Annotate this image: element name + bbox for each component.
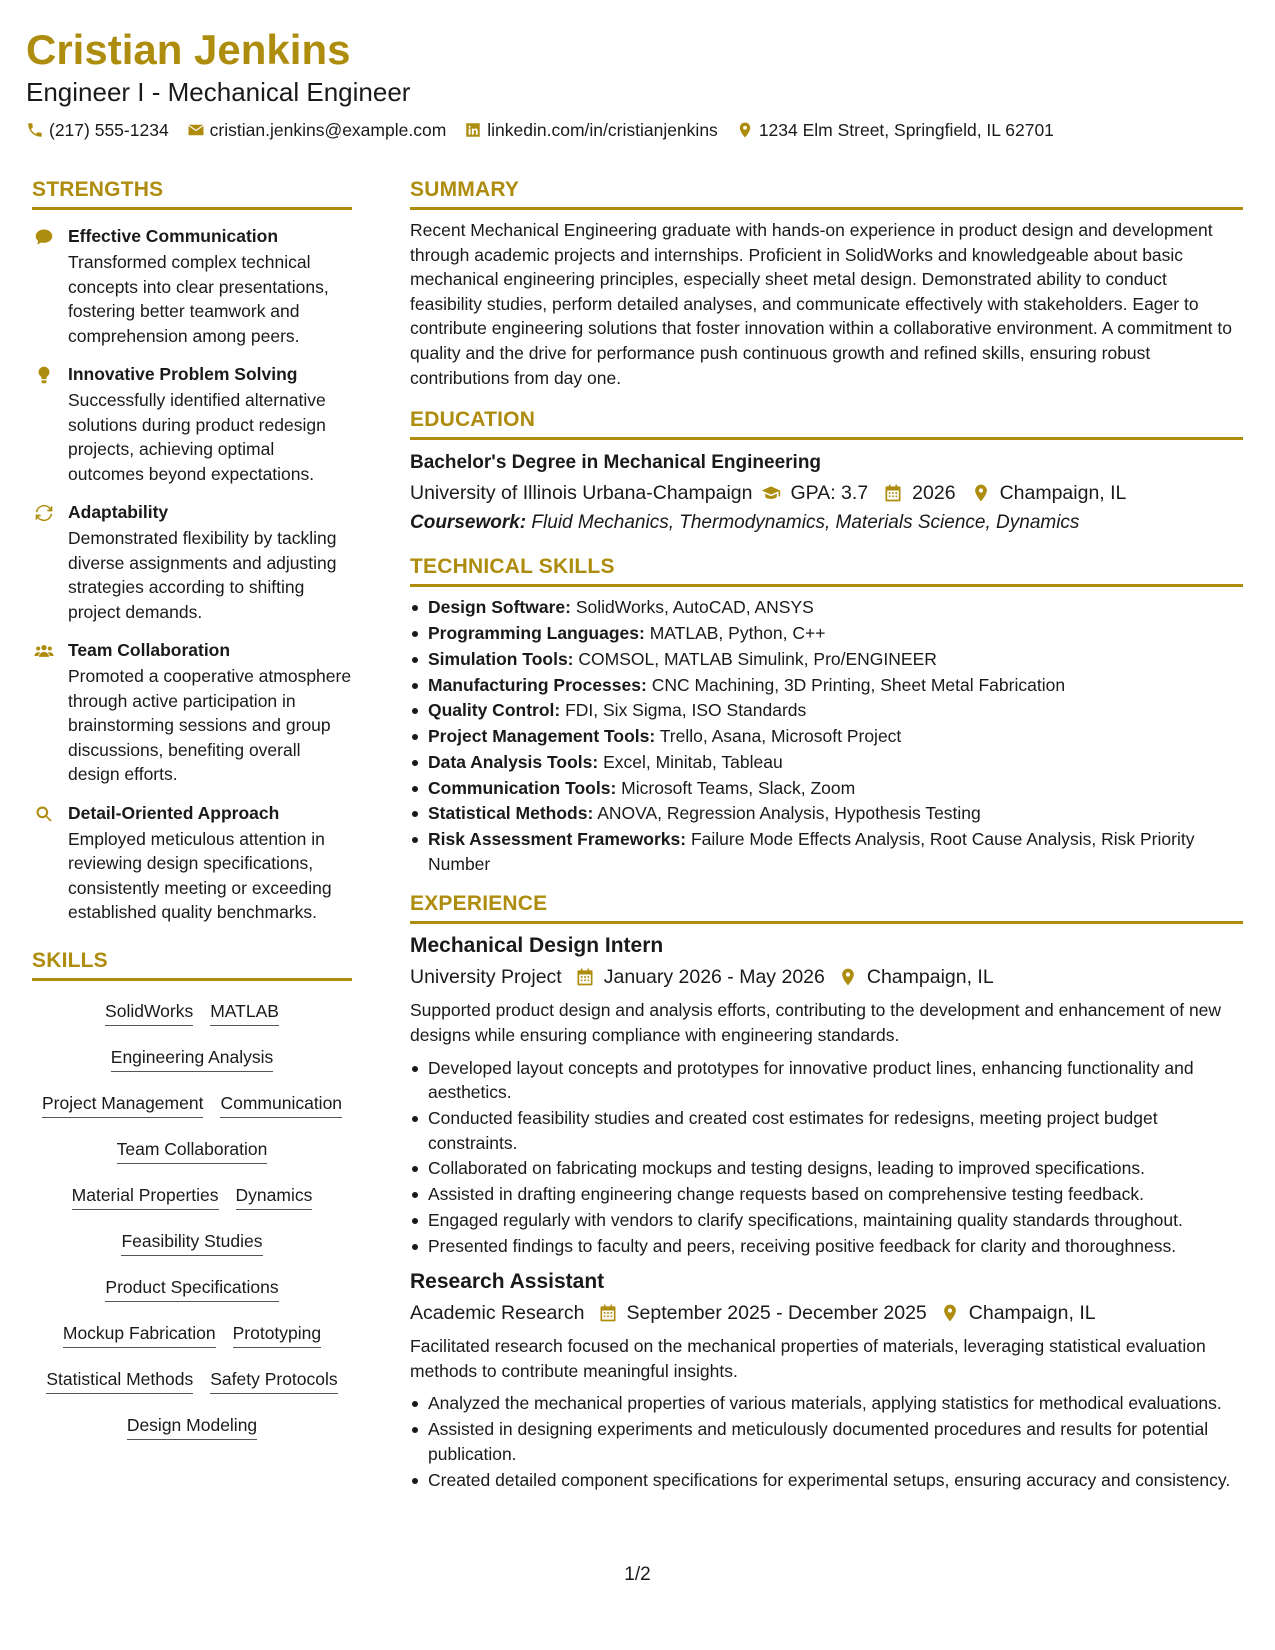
list-item xyxy=(410,724,1243,749)
job-location: Champaign, IL xyxy=(866,966,994,989)
job-description: Supported product design and analysis efforts, contributing to the development and enhancement of new designs while ensuring compliance with engineering standards. xyxy=(410,1000,1222,1045)
tech-skill-label: Quality Control: xyxy=(428,700,561,721)
page-number: 1/2 xyxy=(624,1564,651,1585)
strength-item xyxy=(32,638,352,787)
job-bullets xyxy=(410,1056,1243,1259)
strength-name: Effective Communication xyxy=(68,226,279,246)
skills-tag-cloud xyxy=(32,999,352,1440)
education-gpa: GPA: 3.7 xyxy=(790,482,869,505)
list-item xyxy=(410,621,1243,646)
list-item: Assisted in designing experiments and meticulously documented procedures and results for potential publication. xyxy=(410,1417,1243,1466)
strength-name: Team Collaboration xyxy=(68,640,231,660)
search-icon xyxy=(32,803,56,825)
skill-tag: Feasibility Studies xyxy=(121,1229,262,1256)
contact-email-text[interactable]: cristian.jenkins@example.com xyxy=(209,120,447,140)
list-item: Developed layout concepts and prototypes for innovative product lines, enhancing functionality and aesthetics. xyxy=(410,1056,1243,1105)
list-item xyxy=(410,647,1243,672)
coursework-list: Fluid Mechanics, Thermodynamics, Materials Science, Dynamics xyxy=(531,512,1080,534)
skill-tag: Prototyping xyxy=(233,1321,322,1348)
calendar-icon xyxy=(597,1302,619,1324)
education-school: University of Illinois Urbana-Champaign xyxy=(410,482,753,505)
skill-tag: MATLAB xyxy=(210,999,279,1026)
education-location: Champaign, IL xyxy=(999,482,1127,505)
strength-name: Adaptability xyxy=(68,502,169,522)
list-item xyxy=(410,698,1243,723)
strength-desc: Promoted a cooperative atmosphere through active participation in brainstorming sessions and group discussions, benefiting overall design efforts. xyxy=(68,666,352,784)
contact-linkedin-text[interactable]: linkedin.com/in/cristianjenkins xyxy=(487,120,718,140)
tech-skill-label: Design Software: xyxy=(428,597,571,618)
calendar-icon xyxy=(574,966,596,988)
summary-text: Recent Mechanical Engineering graduate with hands-on experience in product design and development through academic projects and internships. Proficient in SolidWorks and knowledgeable about basic mechanical engineering principles, especially sheet metal design. Demonstrated ability to conduct feasibility studies, perform detailed analyses, and communicate effectively with stakeholders. Eager to contribute engineering solutions that foster innovation within a collaborative environment. A commitment to quality and the drive for performance push continuous growth and refined skills, ensuring robust contributions from day one. xyxy=(410,220,1232,388)
contact-phone xyxy=(26,118,169,142)
list-item xyxy=(410,750,1243,775)
tech-skill-value: COMSOL, MATLAB Simulink, Pro/ENGINEER xyxy=(578,648,937,669)
job-meta xyxy=(410,1298,1243,1328)
technical-skills-list xyxy=(410,595,1243,876)
skills-heading: SKILLS xyxy=(32,947,352,981)
contact-address xyxy=(736,118,1054,142)
candidate-title: Engineer I - Mechanical Engineer xyxy=(26,77,411,107)
users-icon xyxy=(32,640,56,662)
job-title: Mechanical Design Intern xyxy=(410,934,664,958)
job-meta xyxy=(410,962,1243,992)
list-item xyxy=(410,776,1243,801)
resume-header xyxy=(26,24,1249,142)
contact-address-text: 1234 Elm Street, Springfield, IL 62701 xyxy=(758,120,1054,140)
contact-linkedin[interactable] xyxy=(464,118,718,142)
tech-skill-label: Manufacturing Processes: xyxy=(428,674,647,695)
list-item: Conducted feasibility studies and created cost estimates for redesigns, meeting project budget constraints. xyxy=(410,1106,1243,1155)
candidate-name: Cristian Jenkins xyxy=(26,26,351,73)
list-item: Collaborated on fabricating mockups and testing designs, leading to improved specifications. xyxy=(410,1156,1243,1181)
map-pin-icon xyxy=(970,482,992,504)
strength-desc: Transformed complex technical concepts into clear presentations, fostering better teamwork and comprehension among peers. xyxy=(68,252,329,346)
summary-heading: SUMMARY xyxy=(410,176,1243,210)
map-pin-icon xyxy=(736,121,754,139)
tech-skill-value: SolidWorks, AutoCAD, ANSYS xyxy=(575,597,814,618)
education-heading: EDUCATION xyxy=(410,406,1243,440)
skill-tag: Team Collaboration xyxy=(117,1137,268,1164)
contact-email[interactable] xyxy=(187,118,447,142)
phone-icon xyxy=(26,121,44,139)
job-entry xyxy=(410,1268,1243,1492)
list-item: Analyzed the mechanical properties of various materials, applying statistics for methodical evaluations. xyxy=(410,1391,1243,1416)
tech-skill-label: Data Analysis Tools: xyxy=(428,751,599,772)
coursework-label: Coursework: xyxy=(410,512,527,534)
job-dates: September 2025 - December 2025 xyxy=(626,1302,927,1325)
contact-bar xyxy=(26,118,1249,142)
map-pin-icon xyxy=(939,1302,961,1324)
education-year: 2026 xyxy=(912,482,956,505)
job-description: Facilitated research focused on the mechanical properties of materials, leveraging statistical evaluation methods to contribute meaningful insights. xyxy=(410,1336,1206,1381)
linkedin-icon xyxy=(464,121,482,139)
tech-skill-value: CNC Machining, 3D Printing, Sheet Metal Fabrication xyxy=(651,674,1066,695)
tech-skill-value: Microsoft Teams, Slack, Zoom xyxy=(621,777,856,798)
education-meta xyxy=(410,478,1243,508)
job-bullets xyxy=(410,1391,1243,1492)
contact-phone-text: (217) 555-1234 xyxy=(49,120,169,140)
list-item xyxy=(410,595,1243,620)
list-item: Assisted in drafting engineering change requests based on comprehensive testing feedback. xyxy=(410,1182,1243,1207)
list-item xyxy=(410,801,1243,826)
strength-desc: Successfully identified alternative solutions during product redesign projects, achieving optimal outcomes beyond expectations. xyxy=(68,390,326,484)
skill-tag: Engineering Analysis xyxy=(111,1045,273,1072)
tech-skill-value: Failure Mode Effects Analysis, Root Cause Analysis, Risk Priority Number xyxy=(428,829,1195,874)
strength-name: Detail-Oriented Approach xyxy=(68,802,280,823)
tech-skill-value: ANOVA, Regression Analysis, Hypothesis Testing xyxy=(597,803,981,824)
skill-tag: SolidWorks xyxy=(105,999,193,1026)
tech-skill-label: Communication Tools: xyxy=(428,777,617,798)
tech-skill-value: Trello, Asana, Microsoft Project xyxy=(659,726,902,747)
right-column xyxy=(410,176,1243,1502)
list-item: Engaged regularly with vendors to clarify specifications, maintaining quality standards throughout. xyxy=(410,1208,1243,1233)
job-location: Champaign, IL xyxy=(968,1302,1096,1325)
experience-heading: EXPERIENCE xyxy=(410,890,1243,924)
skill-tag: Safety Protocols xyxy=(210,1367,337,1394)
speech-bubble-icon xyxy=(32,226,56,248)
tech-skill-value: Excel, Minitab, Tableau xyxy=(603,751,783,772)
education-degree: Bachelor's Degree in Mechanical Engineering xyxy=(410,452,822,474)
skill-tag: Dynamics xyxy=(236,1183,313,1210)
education-coursework xyxy=(410,509,1243,537)
job-org: Academic Research xyxy=(410,1302,585,1325)
skill-tag: Design Modeling xyxy=(127,1413,257,1440)
map-pin-icon xyxy=(837,966,859,988)
skill-tag: Mockup Fabrication xyxy=(63,1321,216,1348)
strength-item xyxy=(32,801,352,925)
skill-tag: Product Specifications xyxy=(105,1275,278,1302)
tech-skill-label: Simulation Tools: xyxy=(428,648,574,669)
tech-skill-value: FDI, Six Sigma, ISO Standards xyxy=(565,700,807,721)
skill-tag: Project Management xyxy=(42,1091,203,1118)
tech-skill-value: MATLAB, Python, C++ xyxy=(649,622,826,643)
left-column xyxy=(32,176,352,1440)
strength-item xyxy=(32,500,352,624)
strength-item xyxy=(32,224,352,348)
tech-skill-label: Project Management Tools: xyxy=(428,726,656,747)
list-item xyxy=(410,673,1243,698)
list-item xyxy=(410,827,1243,876)
graduation-cap-icon xyxy=(760,482,782,504)
tech-skill-label: Risk Assessment Frameworks: xyxy=(428,829,687,850)
strength-desc: Demonstrated flexibility by tackling diverse assignments and adjusting strategies according to shifting project demands. xyxy=(68,528,337,622)
calendar-icon xyxy=(882,482,904,504)
job-entry xyxy=(410,932,1243,1258)
strength-item xyxy=(32,362,352,486)
refresh-icon xyxy=(32,502,56,524)
list-item: Created detailed component specifications for experimental setups, ensuring accuracy and consistency. xyxy=(410,1468,1243,1493)
tech-skill-label: Statistical Methods: xyxy=(428,803,594,824)
lightbulb-icon xyxy=(32,364,56,386)
job-title: Research Assistant xyxy=(410,1270,605,1294)
job-dates: January 2026 - May 2026 xyxy=(603,966,825,989)
strength-name: Innovative Problem Solving xyxy=(68,364,298,384)
technical-skills-heading: TECHNICAL SKILLS xyxy=(410,553,1243,587)
list-item: Presented findings to faculty and peers, receiving positive feedback for clarity and thoroughness. xyxy=(410,1234,1243,1259)
skill-tag: Material Properties xyxy=(72,1183,219,1210)
strength-desc: Employed meticulous attention in reviewing design specifications, consistently meeting or exceeding established quality benchmarks. xyxy=(68,828,332,922)
strengths-heading: STRENGTHS xyxy=(32,176,352,210)
skill-tag: Communication xyxy=(220,1091,342,1118)
job-org: University Project xyxy=(410,966,562,989)
skill-tag: Statistical Methods xyxy=(46,1367,193,1394)
envelope-icon xyxy=(187,121,205,139)
tech-skill-label: Programming Languages: xyxy=(428,622,645,643)
